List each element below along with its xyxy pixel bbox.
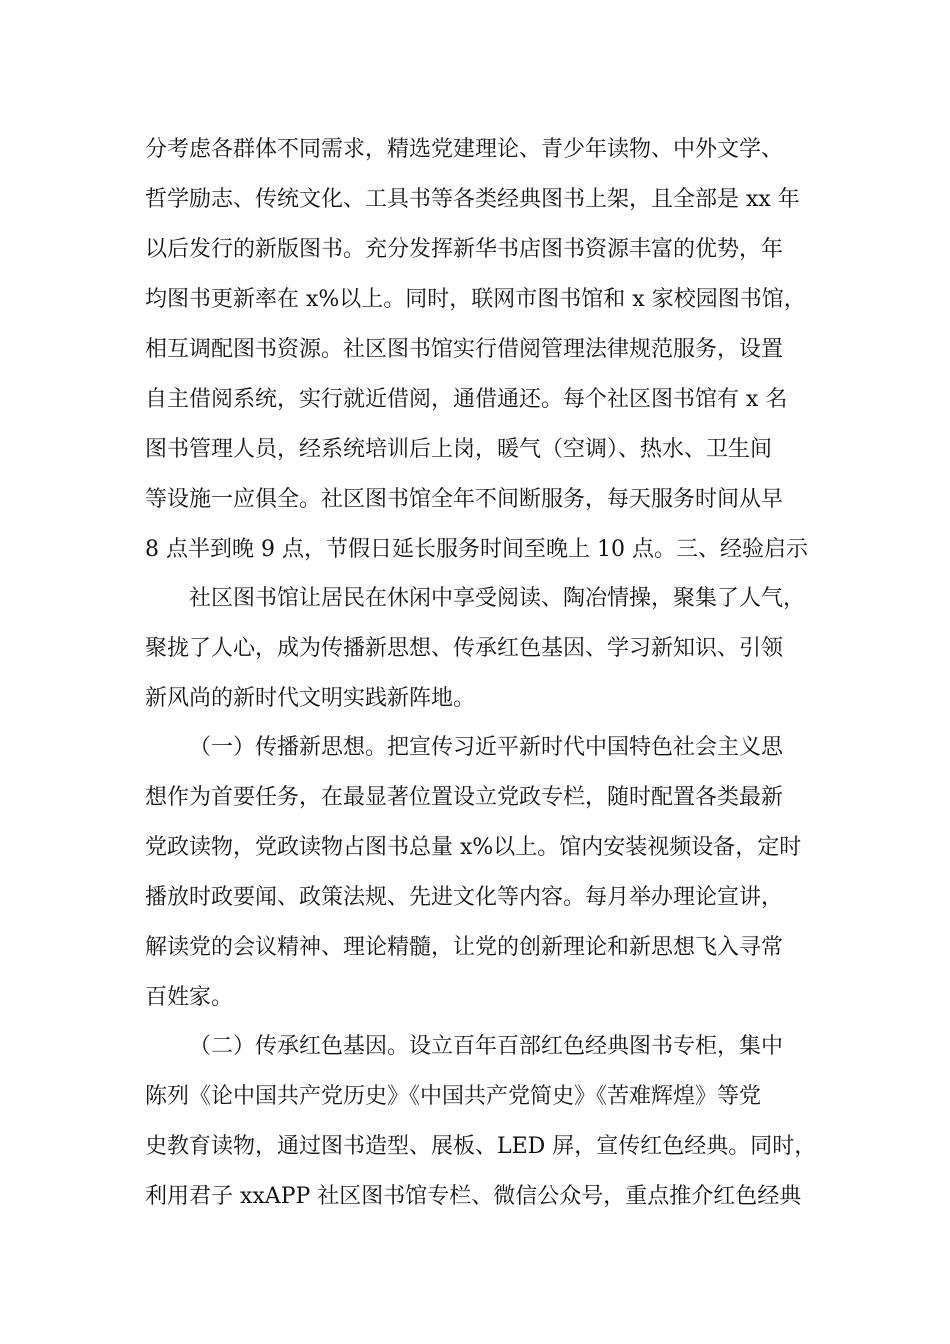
text-line: 图书管理人员，经系统培训后上岗，暖气（空调）、热水、卫生间	[145, 437, 773, 462]
text-line: 均图书更新率在 x%以上。同时，联网市图书馆和 x 家校园图书馆，	[145, 287, 806, 312]
paragraph-section-two	[145, 1022, 815, 1222]
text-line: 党政读物，党政读物占图书总量 x%以上。馆内安装视频设备，定时	[145, 835, 802, 860]
text-line: 想作为首要任务，在最显著位置设立党政专栏，随时配置各类最新	[145, 785, 784, 810]
text-line: 新风尚的新时代文明实践新阵地。	[145, 686, 476, 711]
text-line: 解读党的会议精神、理论精髓，让党的创新理论和新思想飞入寻常	[145, 935, 784, 960]
paragraph-summary	[145, 574, 815, 724]
paragraph-continuation	[145, 125, 815, 575]
text-line: （二）传承红色基因。设立百年百部红色经典图书专柜，集中	[189, 1034, 784, 1059]
paragraph-section-one	[145, 723, 815, 1023]
text-line: 聚拢了人心，成为传播新思想、传承红色基因、学习新知识、引领	[145, 636, 784, 661]
text-line: 播放时政要闻、政策法规、先进文化等内容。每月举办理论宣讲，	[145, 885, 784, 910]
text-line: 社区图书馆让居民在休闲中享受阅读、陶冶情操，聚集了人气，	[189, 586, 806, 611]
text-line: 史教育读物，通过图书造型、展板、LED 屏，宣传红色经典。同时，	[145, 1134, 817, 1159]
text-line: 8 点半到晚 9 点，节假日延长服务时间至晚上 10 点。三、经验启示	[145, 537, 808, 562]
text-line: 相互调配图书资源。社区图书馆实行借阅管理法律规范服务，设置	[145, 337, 784, 362]
text-line: 哲学励志、传统文化、工具书等各类经典图书上架，且全部是 xx 年	[145, 187, 800, 212]
text-line: （一）传播新思想。把宣传习近平新时代中国特色社会主义思	[189, 735, 784, 760]
text-line: 以后发行的新版图书。充分发挥新华书店图书资源丰富的优势，年	[145, 237, 784, 262]
text-line: 等设施一应俱全。社区图书馆全年不间断服务，每天服务时间从早	[145, 487, 784, 512]
text-line: 陈列《论中国共产党历史》《中国共产党简史》《苦难辉煌》等党	[145, 1084, 762, 1109]
text-line: 百姓家。	[145, 985, 234, 1010]
text-line: 利用君子 xxAPP 社区图书馆专栏、微信公众号，重点推介红色经典	[145, 1184, 802, 1209]
text-line: 自主借阅系统，实行就近借阅，通借通还。每个社区图书馆有 x 名	[145, 387, 788, 412]
text-line: 分考虑各群体不同需求，精选党建理论、青少年读物、中外文学、	[145, 137, 784, 162]
